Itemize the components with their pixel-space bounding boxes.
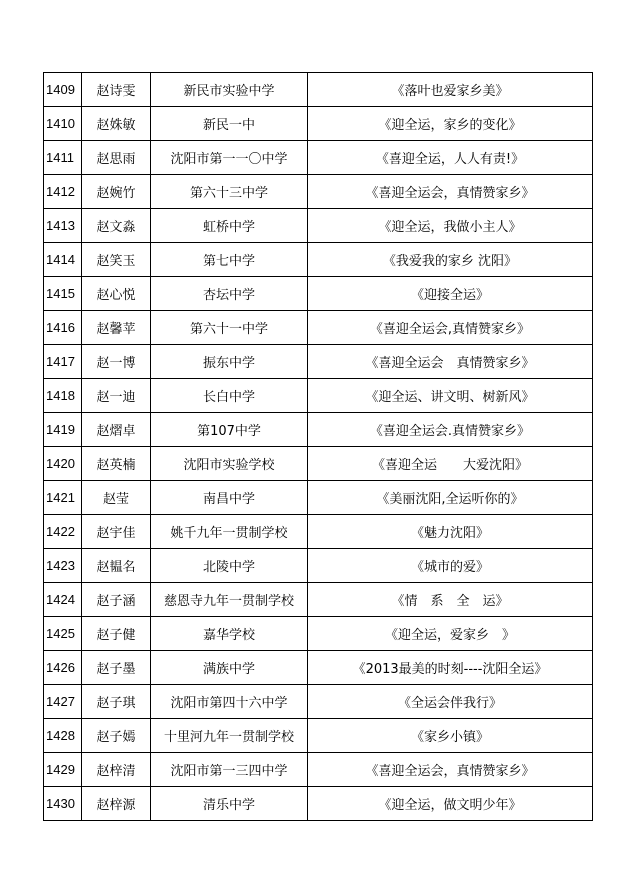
work-title: 《魅力沈阳》 <box>308 515 593 549</box>
school-name: 沈阳市第一一〇中学 <box>151 141 308 175</box>
student-name: 赵梓源 <box>82 787 151 821</box>
work-title: 《城市的爱》 <box>308 549 593 583</box>
entry-number: 1426 <box>44 651 82 685</box>
table-row <box>44 447 593 481</box>
table-row <box>44 549 593 583</box>
entry-number: 1409 <box>44 73 82 107</box>
work-title: 《喜迎全运会 真情赞家乡》 <box>308 345 593 379</box>
work-title: 《落叶也爱家乡美》 <box>308 73 593 107</box>
school-name: 清乐中学 <box>151 787 308 821</box>
student-name: 赵子琪 <box>82 685 151 719</box>
entry-number: 1429 <box>44 753 82 787</box>
entry-number: 1419 <box>44 413 82 447</box>
school-name: 嘉华学校 <box>151 617 308 651</box>
entry-number: 1422 <box>44 515 82 549</box>
work-title: 《迎全运，我做小主人》 <box>308 209 593 243</box>
school-name: 慈恩寺九年一贯制学校 <box>151 583 308 617</box>
entry-number: 1418 <box>44 379 82 413</box>
entry-number: 1413 <box>44 209 82 243</box>
entry-number: 1411 <box>44 141 82 175</box>
student-name: 赵韫名 <box>82 549 151 583</box>
school-name: 长白中学 <box>151 379 308 413</box>
work-title: 《迎全运，爱家乡 》 <box>308 617 593 651</box>
entry-number: 1412 <box>44 175 82 209</box>
entry-number: 1416 <box>44 311 82 345</box>
student-name: 赵熠卓 <box>82 413 151 447</box>
student-name: 赵婉竹 <box>82 175 151 209</box>
work-title: 《迎全运，做文明少年》 <box>308 787 593 821</box>
work-title: 《迎接全运》 <box>308 277 593 311</box>
school-name: 新民市实验中学 <box>151 73 308 107</box>
entry-number: 1414 <box>44 243 82 277</box>
entry-number: 1427 <box>44 685 82 719</box>
student-name: 赵英楠 <box>82 447 151 481</box>
school-name: 振东中学 <box>151 345 308 379</box>
student-name: 赵子涵 <box>82 583 151 617</box>
school-name: 杏坛中学 <box>151 277 308 311</box>
school-name: 第七中学 <box>151 243 308 277</box>
work-title: 《情 系 全 运》 <box>308 583 593 617</box>
roster-table <box>43 72 593 821</box>
table-row <box>44 175 593 209</box>
student-name: 赵思雨 <box>82 141 151 175</box>
school-name: 新民一中 <box>151 107 308 141</box>
work-title: 《喜迎全运会,真情赞家乡》 <box>308 311 593 345</box>
school-name: 第六十一中学 <box>151 311 308 345</box>
work-title: 《全运会伴我行》 <box>308 685 593 719</box>
school-name: 南昌中学 <box>151 481 308 515</box>
table-row <box>44 345 593 379</box>
school-name: 满族中学 <box>151 651 308 685</box>
student-name: 赵子嫣 <box>82 719 151 753</box>
school-name: 沈阳市第四十六中学 <box>151 685 308 719</box>
work-title: 《喜迎全运 大爱沈阳》 <box>308 447 593 481</box>
work-title: 《喜迎全运会.真情赞家乡》 <box>308 413 593 447</box>
entry-number: 1410 <box>44 107 82 141</box>
student-name: 赵文淼 <box>82 209 151 243</box>
entry-number: 1420 <box>44 447 82 481</box>
work-title: 《我爱我的家乡 沈阳》 <box>308 243 593 277</box>
table-row <box>44 651 593 685</box>
student-name: 赵馨苹 <box>82 311 151 345</box>
table-row <box>44 481 593 515</box>
school-name: 北陵中学 <box>151 549 308 583</box>
school-name: 十里河九年一贯制学校 <box>151 719 308 753</box>
table-row <box>44 413 593 447</box>
student-name: 赵子健 <box>82 617 151 651</box>
table-row <box>44 787 593 821</box>
school-name: 沈阳市第一三四中学 <box>151 753 308 787</box>
work-title: 《2013最美的时刻----沈阳全运》 <box>308 651 593 685</box>
table-row <box>44 243 593 277</box>
work-title: 《喜迎全运会，真情赞家乡》 <box>308 753 593 787</box>
table-row <box>44 515 593 549</box>
student-name: 赵宇佳 <box>82 515 151 549</box>
entry-number: 1424 <box>44 583 82 617</box>
school-name: 第107中学 <box>151 413 308 447</box>
entry-number: 1421 <box>44 481 82 515</box>
school-name: 沈阳市实验学校 <box>151 447 308 481</box>
student-name: 赵莹 <box>82 481 151 515</box>
table-row <box>44 583 593 617</box>
school-name: 虹桥中学 <box>151 209 308 243</box>
student-name: 赵梓清 <box>82 753 151 787</box>
student-name: 赵一迪 <box>82 379 151 413</box>
table-row <box>44 73 593 107</box>
school-name: 第六十三中学 <box>151 175 308 209</box>
work-title: 《喜迎全运，人人有责!》 <box>308 141 593 175</box>
student-name: 赵笑玉 <box>82 243 151 277</box>
table-row <box>44 141 593 175</box>
entry-number: 1415 <box>44 277 82 311</box>
work-title: 《喜迎全运会，真情赞家乡》 <box>308 175 593 209</box>
work-title: 《迎全运、讲文明、树新风》 <box>308 379 593 413</box>
entry-number: 1423 <box>44 549 82 583</box>
roster-body <box>44 73 593 821</box>
table-row <box>44 277 593 311</box>
table-row <box>44 209 593 243</box>
work-title: 《迎全运，家乡的变化》 <box>308 107 593 141</box>
table-row <box>44 311 593 345</box>
work-title: 《家乡小镇》 <box>308 719 593 753</box>
student-name: 赵心悦 <box>82 277 151 311</box>
table-row <box>44 719 593 753</box>
student-name: 赵子墨 <box>82 651 151 685</box>
table-row <box>44 107 593 141</box>
work-title: 《美丽沈阳,全运听你的》 <box>308 481 593 515</box>
table-row <box>44 685 593 719</box>
table-row <box>44 379 593 413</box>
table-row <box>44 617 593 651</box>
entry-number: 1417 <box>44 345 82 379</box>
entry-number: 1428 <box>44 719 82 753</box>
entry-number: 1430 <box>44 787 82 821</box>
student-name: 赵诗雯 <box>82 73 151 107</box>
table-row <box>44 753 593 787</box>
entry-number: 1425 <box>44 617 82 651</box>
student-name: 赵一博 <box>82 345 151 379</box>
student-name: 赵姝敏 <box>82 107 151 141</box>
school-name: 姚千九年一贯制学校 <box>151 515 308 549</box>
